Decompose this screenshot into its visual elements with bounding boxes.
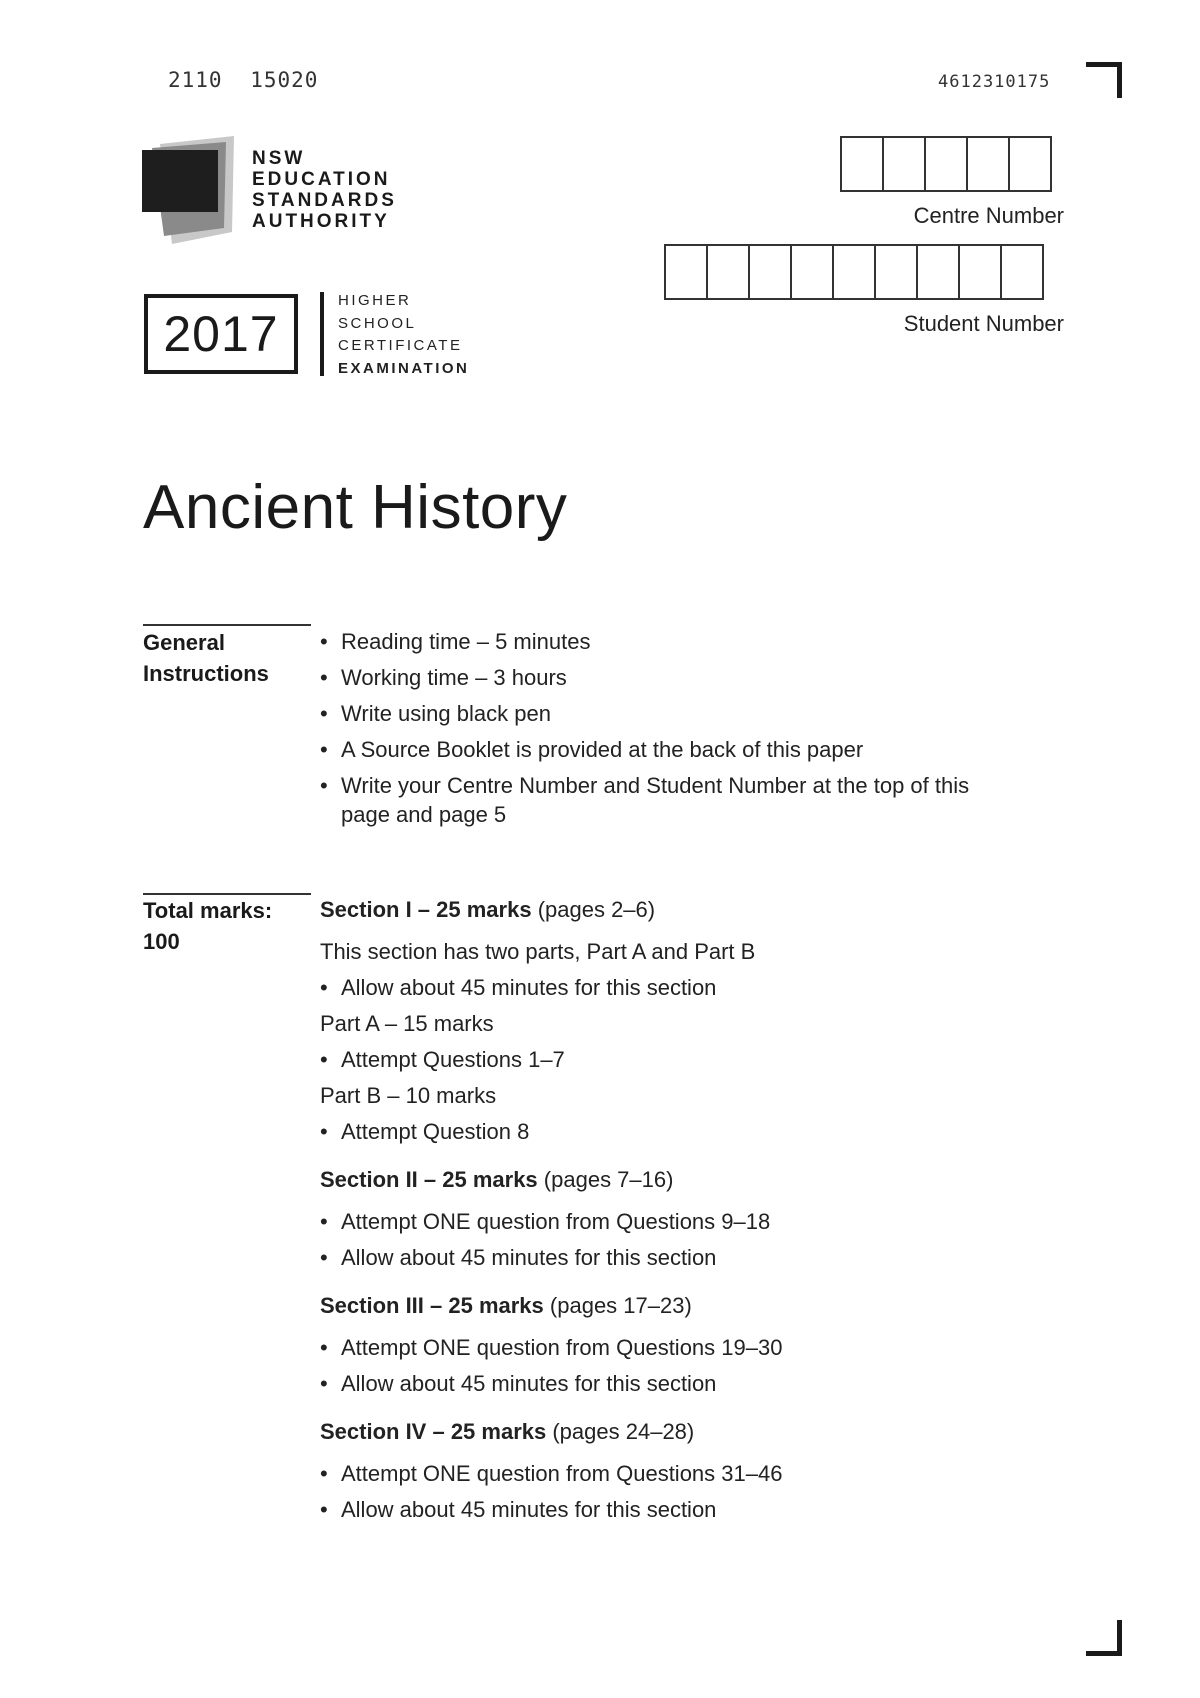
- section-heading: [320, 1291, 1040, 1320]
- hsc-line-3: CERTIFICATE: [338, 337, 463, 354]
- sections-list: [320, 895, 1040, 1543]
- general-instructions-heading: [143, 627, 269, 689]
- section-bullet: • Allow about 45 minutes for this section: [320, 1495, 1040, 1524]
- hsc-line-4: EXAMINATION: [338, 359, 470, 377]
- section-bullet: • Attempt Question 8: [320, 1117, 1040, 1146]
- crop-mark-bottom-right: [1086, 1620, 1122, 1656]
- section-title: Section IV – 25 marks: [320, 1419, 547, 1444]
- hsc-label: [338, 290, 469, 380]
- student-number-cell[interactable]: [790, 244, 834, 300]
- centre-number-boxes[interactable]: [842, 136, 1052, 192]
- section-bullet: • Allow about 45 minutes for this section: [320, 1243, 1040, 1272]
- instruction-item: • Working time – 3 hours: [320, 663, 1020, 692]
- section-heading: [320, 1165, 1040, 1194]
- exam-year: 2017: [144, 294, 298, 374]
- section-title: Section III – 25 marks: [320, 1293, 544, 1318]
- crop-mark-top-right: [1086, 62, 1122, 98]
- instruction-item: • Write using black pen: [320, 699, 1020, 728]
- section-pages: (pages 24–28): [552, 1419, 695, 1444]
- instruction-item: • Write your Centre Number and Student Number at the top of this page and page 5: [320, 771, 1020, 829]
- section-block: [320, 895, 1040, 1146]
- student-number-cell[interactable]: [874, 244, 918, 300]
- section-bullet: • Attempt ONE question from Questions 31–46: [320, 1459, 1040, 1488]
- logo-line-1: NSW: [252, 148, 306, 169]
- hsc-line-2: SCHOOL: [338, 314, 417, 332]
- total-heading-line-2: 100: [143, 929, 180, 954]
- nesa-logo-icon: [142, 136, 242, 246]
- student-number-cell[interactable]: [916, 244, 960, 300]
- general-instructions-list: [320, 627, 1020, 836]
- section-heading: [320, 895, 1040, 924]
- total-heading-line-1: Total marks:: [143, 898, 273, 923]
- student-number-cell[interactable]: [664, 244, 708, 300]
- nesa-logo-text: [252, 148, 397, 232]
- section-pages: (pages 17–23): [549, 1293, 692, 1318]
- section-bullet: • Allow about 45 minutes for this section: [320, 973, 1040, 1002]
- logo-line-2: EDUCATION: [252, 169, 391, 190]
- student-number-cell[interactable]: [748, 244, 792, 300]
- centre-number-cell[interactable]: [966, 136, 1010, 192]
- total-marks-heading: [143, 895, 272, 957]
- page-title: Ancient History: [143, 473, 568, 542]
- general-heading-line-2: Instructions: [143, 661, 269, 686]
- section-block: [320, 1417, 1040, 1524]
- student-number-cell[interactable]: [832, 244, 876, 300]
- student-number-boxes[interactable]: [666, 244, 1044, 300]
- section-block: [320, 1165, 1040, 1272]
- barcode-number: 4612310175: [938, 72, 1051, 92]
- student-number-cell[interactable]: [958, 244, 1002, 300]
- section-pages: (pages 7–16): [543, 1167, 674, 1192]
- section-pages: (pages 2–6): [537, 897, 656, 922]
- exam-code: 2110 15020: [168, 68, 319, 92]
- section-bullet: • Attempt ONE question from Questions 19–30: [320, 1333, 1040, 1362]
- instruction-item: • A Source Booklet is provided at the back of this paper: [320, 735, 1020, 764]
- centre-number-cell[interactable]: [882, 136, 926, 192]
- student-number-label: Student Number: [903, 311, 1064, 336]
- section-bullet: • Attempt Questions 1–7: [320, 1045, 1040, 1074]
- centre-number-cell[interactable]: [1008, 136, 1052, 192]
- instruction-item: • Reading time – 5 minutes: [320, 627, 1020, 656]
- general-heading-line-1: General: [143, 630, 225, 655]
- section-text: Part B – 10 marks: [320, 1083, 497, 1108]
- year-divider: [320, 292, 324, 376]
- section-bullet: • Allow about 45 minutes for this section: [320, 1369, 1040, 1398]
- section-text: This section has two parts, Part A and Part B: [320, 939, 756, 964]
- section-text: Part A – 15 marks: [320, 1011, 494, 1036]
- general-divider: [143, 624, 311, 626]
- hsc-line-1: HIGHER: [338, 292, 412, 309]
- logo-line-3: STANDARDS: [252, 190, 397, 211]
- section-title: Section I – 25 marks: [320, 897, 532, 922]
- section-heading: [320, 1417, 1040, 1446]
- centre-number-cell[interactable]: [840, 136, 884, 192]
- centre-number-cell[interactable]: [924, 136, 968, 192]
- section-bullet: • Attempt ONE question from Questions 9–18: [320, 1207, 1040, 1236]
- centre-number-label: Centre Number: [913, 203, 1064, 228]
- student-number-cell[interactable]: [706, 244, 750, 300]
- student-number-cell[interactable]: [1000, 244, 1044, 300]
- logo-line-4: AUTHORITY: [252, 211, 390, 232]
- section-block: [320, 1291, 1040, 1398]
- section-title: Section II – 25 marks: [320, 1167, 538, 1192]
